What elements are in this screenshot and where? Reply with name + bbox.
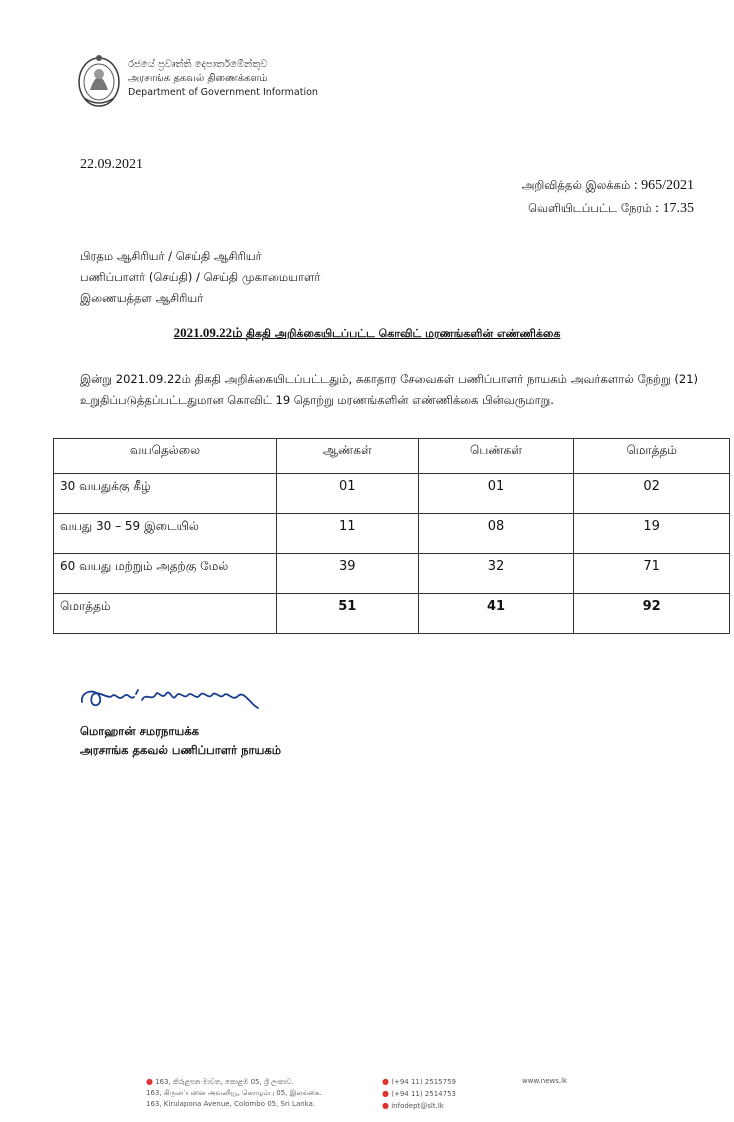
males-cell: 01 [276, 474, 418, 514]
females-cell: 01 [418, 474, 574, 514]
total-males-cell: 51 [276, 594, 418, 634]
notice-number-value: 965/2021 [641, 178, 694, 193]
fax-icon: ● [382, 1089, 389, 1098]
recipient-line: பிரதம ஆசிரியர் / செய்தி ஆசிரியர் [80, 249, 262, 263]
org-english: Department of Government Information [128, 87, 318, 98]
government-emblem-icon [76, 52, 122, 108]
address-line: 163, கிருலப்பனை அவனியூ, கொழும்பு 05, இலங்கை. [146, 1089, 322, 1097]
body-paragraph: இன்று 2021.09.22ம் திகதி அறிக்கையிடப்பட்டதும், சுகாதார சேவைகள் பணிப்பாளர் நாயகம் அவர்களால் நேற்று (21) உறுதிப்படுத்தப்பட்டதுமான கொவிட் 19 தொற்று மரணங்களின் எண்ணிக்கை பின்வருமாறு. [80, 372, 698, 407]
notice-number-label: அறிவித்தல் இலக்கம் [521, 178, 631, 192]
website-url: www.news.lk [522, 1077, 568, 1085]
age-range-cell: வயது 30 – 59 இடையில் [54, 514, 277, 554]
phone-number: (+94 11) 2515759 [391, 1078, 456, 1086]
table-row [54, 514, 730, 554]
females-cell: 08 [418, 514, 574, 554]
total-label-cell: மொத்தம் [54, 594, 277, 634]
heading-date: 2021.09.22ம் [173, 325, 243, 340]
table-row [54, 554, 730, 594]
header-age-range: வயதெல்லை [54, 439, 277, 474]
email-icon: ● [382, 1101, 389, 1110]
table-header-row [54, 439, 730, 474]
recipient-line: பணிப்பாளர் (செய்தி) / செய்தி முகாமையாளர் [80, 270, 321, 284]
header-males: ஆண்கள் [276, 439, 418, 474]
males-cell: 39 [276, 554, 418, 594]
email-address: infodept@slt.lk [391, 1102, 444, 1110]
total-cell: 71 [574, 554, 730, 594]
age-range-cell: 60 வயது மற்றும் அதற்கு மேல் [54, 554, 277, 594]
footer-address [146, 1076, 322, 1110]
header-females: பெண்கள் [418, 439, 574, 474]
release-time-label: வெளியிடப்பட்ட நேரம் [528, 201, 652, 215]
document-heading [0, 325, 734, 342]
notice-meta [522, 174, 694, 220]
males-cell: 11 [276, 514, 418, 554]
signer-block [80, 722, 281, 760]
age-range-cell: 30 வயதுக்கு கீழ் [54, 474, 277, 514]
recipient-line: இணையத்தள ஆசிரியர் [80, 291, 204, 305]
org-tamil: அரசாங்க தகவல் திணைக்களம் [128, 73, 268, 84]
org-sinhala: රජයේ ප්‍රවෘත්ති දෙපාර්තමේන්තුව [128, 59, 268, 70]
phone-icon: ● [382, 1077, 389, 1086]
grand-total-cell: 92 [574, 594, 730, 634]
release-time-row: வெளியிடப்பட்ட நேரம் : 17.35 [528, 201, 694, 216]
fax-number: (+94 11) 2514753 [391, 1090, 456, 1098]
release-date: 22.09.2021 [80, 157, 143, 172]
table-row [54, 474, 730, 514]
total-cell: 02 [574, 474, 730, 514]
organization-name [128, 58, 318, 100]
footer-contact [382, 1076, 456, 1112]
total-cell: 19 [574, 514, 730, 554]
signature-image [78, 682, 263, 722]
total-females-cell: 41 [418, 594, 574, 634]
table-total-row [54, 594, 730, 634]
deaths-table [53, 438, 730, 634]
address-line: 163, Kirulapona Avenue, Colombo 05, Sri Lanka. [146, 1100, 316, 1108]
footer-website [522, 1076, 567, 1087]
header-total: மொத்தம் [574, 439, 730, 474]
address-line: 163, කිරුළපන මාවත, කොළඹ 05, ශ්‍රී ලංකාව. [155, 1078, 294, 1086]
release-time-value: 17.35 [662, 201, 694, 216]
signer-name: மொஹான் சமரநாயக்க [80, 724, 199, 738]
signer-title: அரசாங்க தகவல் பணிப்பாளர் நாயகம் [80, 743, 281, 757]
heading-text: திகதி அறிக்கையிடப்பட்ட கொவிட் மரணங்களின் எண்ணிக்கை [245, 327, 561, 340]
bullet-icon: ● [146, 1077, 153, 1086]
females-cell: 32 [418, 554, 574, 594]
recipients [80, 246, 320, 309]
notice-number-row: அறிவித்தல் இலக்கம் : 965/2021 [521, 178, 694, 193]
